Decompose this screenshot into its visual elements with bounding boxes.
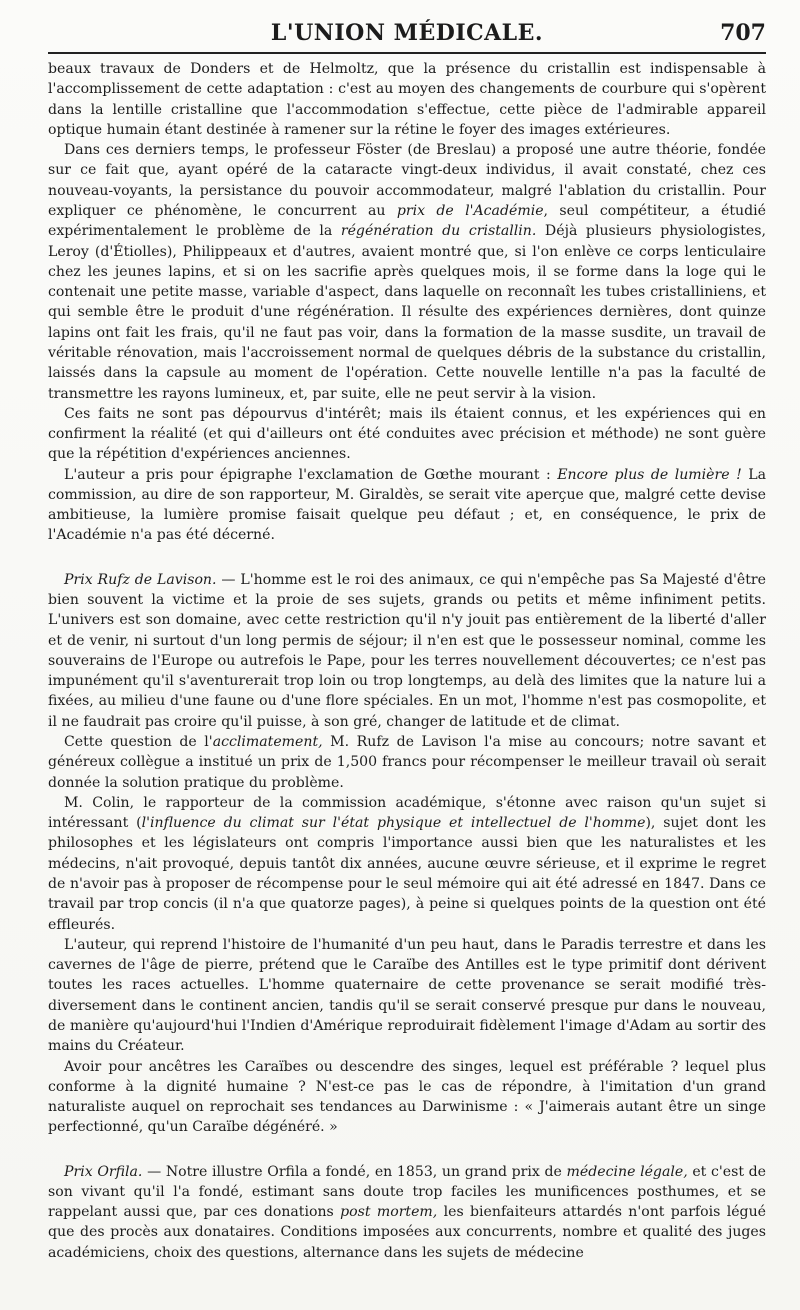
italic-text: Prix Rufz de Lavison. [64,571,217,588]
text-body [48,59,766,1263]
paragraph-p7 [48,793,766,935]
running-head [48,18,766,48]
italic-text: prix de l'Académie [396,202,544,219]
section-gap [48,1138,766,1162]
header-rule [48,52,766,54]
text-run: et c'est de son vivant qu'il l'a fondé, estimant sans doute trop faciles les munificences posthumes, et se rappelant aussi que, par ces donations [48,1163,767,1221]
text-run: les bienfaiteurs attardés n'ont parfois légué que des procès aux donataires. Conditions imposées aux concurrents, nombre et qualité des juges académiciens, choix des questions, alternance dans les sujets de médecine [48,1204,766,1261]
text-run: M. Rufz de Lavison l'a mise au concours; notre savant et généreux collègue a institué un prix de 1,500 francs pour récompenser le meilleur travail où serait donnée la solution pratique du problème. [48,734,766,791]
italic-text: l'influence du climat sur l'état physique et intellectuel de l'homme [141,815,646,832]
paragraph-p9: Avoir pour ancêtres les Caraïbes ou descendre des singes, lequel est préférable ? lequel plus conforme à la dignité humaine ? N'est-ce pas le cas de répondre, à l'imitation d'un grand naturaliste auquel on reprochait ses tendances au Darwinisme : « J'aimerais autant être un singe perfectionné, qu'un Caraïbe dégénéré. » [48,1058,766,1136]
italic-text: médecine légale, [566,1163,688,1180]
italic-text: post mortem, [340,1204,438,1221]
paragraph-p5 [48,570,766,732]
paragraph-p4 [48,465,766,546]
text-run: Cette question de l' [64,734,213,750]
section-gap [48,546,766,570]
text-run: Déjà plusieurs physiologistes, Leroy (d'Étiolles), Philippeaux et d'autres, avaient montré que, si l'on enlève ce corps lenticulaire chez les jeunes lapins, et si on les sacrifie après quelques mois, il se forme dans la loge qui le contenait une petite masse, variable d'aspect, dans laquelle on reconnaît les tubes cristalliniens, et qui semble être le produit d'une régénération. Il résulte des expériences dernières, dont quinze lapins ont fait les frais, qu'il ne faut pas voir, dans la formation de la masse susdite, un travail de véritable rénovation, mais l'accroissement normal de quelques débris de la substance du cristallin, laissés dans la capsule au moment de l'opération. Cette nouvelle lentille n'a pas la faculté de transmettre les rayons lumineux, et, par suite, elle ne peut servir à la vision. [48,223,766,402]
paragraph-p8: L'auteur, qui reprend l'histoire de l'humanité d'un peu haut, dans le Paradis terrestre et dans les cavernes de l'âge de pierre, prétend que le Caraïbe des Antilles est le type primitif dont dérivent toutes les races actuelles. L'homme quaternaire de cette provenance se serait modifié très-diversement dans le continent ancien, tandis qu'il se serait conservé presque pur dans le nouveau, de manière qu'aujourd'hui l'Indien d'Amérique reproduirait fidèlement l'image d'Adam au sortir des mains du Créateur. [48,936,766,1055]
page-number: 707 [720,20,766,46]
paragraph-p6 [48,732,766,793]
text-run: — Notre illustre Orfila a fondé, en 1853, un grand prix de [142,1163,567,1180]
text-run: Dans ces derniers temps, le professeur Föster (de Breslau) a proposé une autre théorie, fondée sur ce fait que, ayant opéré de la cataracte vingt-deux individus, il avait constaté, chez ces nouveau-voyants, la persistance du pouvoir accommodateur, malgré l'ablation du cristallin. Pour expliquer ce phénomène, le concurrent au [48,142,766,219]
paragraph-p1: beaux travaux de Donders et de Helmoltz, que la présence du cristallin est indispensable à l'accomplissement de cette adaptation : c'est au moyen des changements de courbure qui s'opèrent dans la lentille cristalline que l'accommodation s'effectue, cette pièce de l'admirable appareil optique humain étant destinée à ramener sur la rétine le foyer des images extérieures. [48,61,766,138]
text-run: — L'homme est le roi des animaux, ce qui n'empêche pas Sa Majesté d'être bien souvent la victime et la proie de ses sujets, grands ou petits et même infiniment petits. L'univers est son domaine, avec cette restriction qu'il n'y jouit pas entièrement de la liberté d'aller et de venir, ni surtout d'un long permis de séjour; il n'en est que le possesseur nominal, comme les souverains de l'Europe ou autrefois le Pape, pour les terres nouvellement découvertes; ce n'est pas impunément qu'il s'aventurerait trop loin ou trop longtemps, au delà des limites que la nature lui a fixées, au milieu d'une faune ou d'une flore spéciales. En un mot, l'homme n'est pas cosmopolite, et il ne faudrait pas croire qu'il puisse, à son gré, changer de latitude et de climat. [48,571,766,730]
italic-text: acclimatement, [212,734,323,750]
paragraph-p3: Ces faits ne sont pas dépourvus d'intérêt; mais ils étaient connus, et les expériences qui en confirment la réalité (et qui d'ailleurs ont été conduites avec précision et méthode) ne sont guère que la répétition d'expériences anciennes. [48,405,766,463]
text-run: La commission, au dire de son rapporteur, M. Giraldès, se serait vite aperçue que, malgré cette devise ambitieuse, la lumière promise faisait quelque peu défaut ; et, en conséquence, le prix de l'Académie n'a pas été décerné. [48,466,766,544]
italic-text: Prix Orfila. [64,1163,143,1180]
paragraph-p2 [48,140,766,404]
paragraph-p10 [48,1162,766,1263]
text-run: ), sujet dont les philosophes et les législateurs ont compris l'importance aussi bien que les naturalistes et les médecins, n'ait provoqué, depuis tantôt dix années, aucune œuvre sérieuse, et il exprime le regret de n'avoir pas à proposer de récompense pour le seul mémoire qui ait été adressé en 1847. Dans ce travail par trop concis (il n'a que quatorze pages), à peine si quelques points de la question ont été effleurés. [48,815,766,933]
italic-text: Encore plus de lumière ! [557,466,742,483]
italic-text: régénération du cristallin. [340,223,537,240]
text-run: M. Colin, le rapporteur de la commission académique, s'étonne avec raison qu'un sujet si intéressant ( [48,794,766,832]
journal-title: L'UNION MÉDICALE. [270,20,544,46]
text-run: , seul compétiteur, a étudié expérimentalement le problème de la [48,202,767,240]
text-run: L'auteur a pris pour épigraphe l'exclamation de Gœthe mourant : [64,466,558,483]
